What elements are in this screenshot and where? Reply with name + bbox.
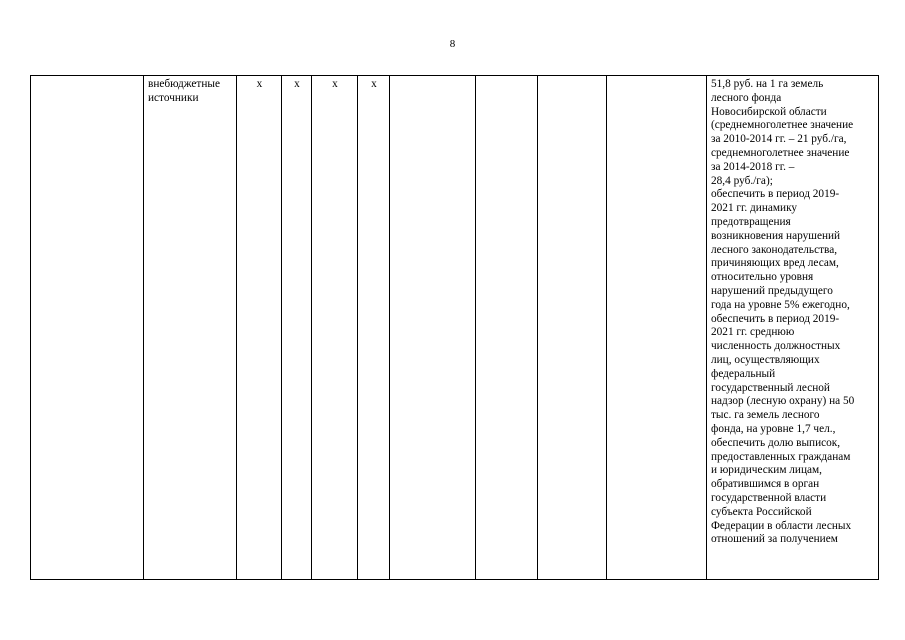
cell-empty-8: [476, 76, 538, 580]
budget-table: [30, 75, 879, 580]
table-row: [31, 76, 879, 580]
cell-x-2: х: [282, 76, 312, 580]
cell-empty-1: [31, 76, 144, 580]
cell-x-4: х: [358, 76, 390, 580]
expected-results-cell: 51,8 руб. на 1 га земель лесного фонда Новосибирской области (среднемноголетнее значение за 2010-2014 гг. – 21 руб./га, среднемноголетнее значение за 2014-2018 гг. – 28,4 руб./га); обеспечить в период 2019- 2021 гг. динамику предотвращения возникновения нарушений лесного законодательства, причиняющих вред лесам, относительно уровня нарушений предыдущего года на уровне 5% ежегодно, обеспечить в период 2019- 2021 гг. среднюю численность должностных лиц, осуществляющих федеральный государственный лесной надзор (лесную охрану) на 50 тыс. га земель лесного фонда, на уровне 1,7 чел., обеспечить долю выписок, предоставленных гражданам и юридическим лицам, обратившимся в орган государственной власти субъекта Российской Федерации в области лесных отношений за получением: [707, 76, 879, 580]
funding-source-cell: внебюджетные источники: [144, 76, 237, 580]
cell-empty-7: [390, 76, 476, 580]
cell-x-3: х: [312, 76, 358, 580]
cell-empty-10: [607, 76, 707, 580]
cell-x-1: х: [237, 76, 282, 580]
page-number: 8: [449, 38, 456, 50]
cell-empty-9: [538, 76, 607, 580]
